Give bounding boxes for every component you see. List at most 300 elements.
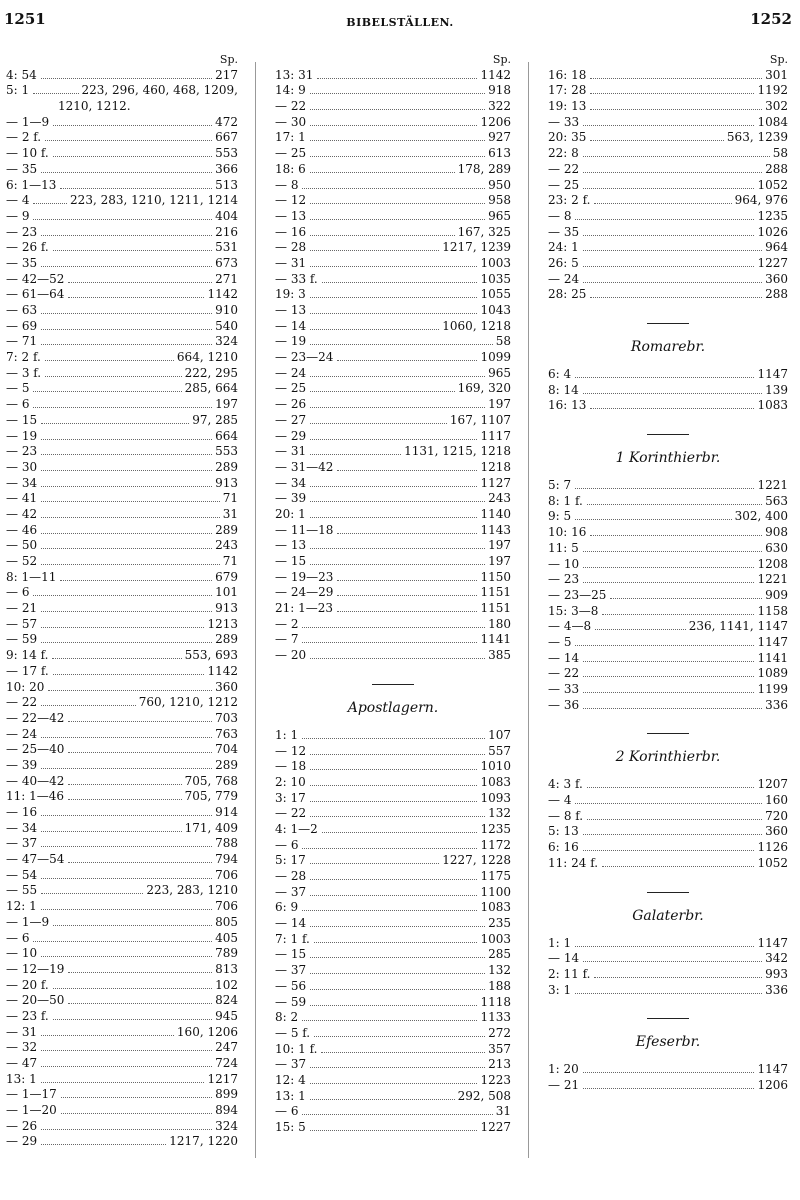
dot-leader <box>310 329 439 330</box>
entry-pages: 965 <box>488 365 511 380</box>
dot-leader <box>590 408 754 409</box>
dot-leader <box>310 926 485 927</box>
entry-reference: — 41 <box>6 491 38 506</box>
dot-leader <box>41 517 220 518</box>
dot-leader <box>310 769 477 770</box>
entry-pages: 679 <box>215 569 238 584</box>
dot-leader <box>583 172 762 173</box>
index-entry <box>6 1103 238 1119</box>
index-entry <box>548 287 788 303</box>
entry-reference: 5: 1 <box>6 83 30 98</box>
entry-pages: 385 <box>488 648 511 663</box>
index-entry <box>6 617 238 633</box>
entry-reference: — 22 <box>275 806 307 821</box>
index-entry <box>548 225 788 241</box>
dot-leader <box>590 140 724 141</box>
entry-pages: 894 <box>215 1103 238 1118</box>
entry-reference: — 37 <box>275 884 307 899</box>
index-entry <box>6 162 238 178</box>
index-entry <box>275 1073 511 1089</box>
dot-leader <box>310 486 477 487</box>
entry-pages: 1089 <box>757 666 788 681</box>
entry-reference: — 4 <box>548 793 572 808</box>
dot-leader <box>41 1050 212 1051</box>
index-entry <box>548 635 788 651</box>
dot-leader <box>583 692 754 693</box>
entry-pages: 1227 <box>480 1120 511 1135</box>
index-entry <box>548 777 788 793</box>
entry-reference: — 6 <box>275 1104 299 1119</box>
entry-pages: 102 <box>215 977 238 992</box>
index-entry <box>6 240 238 256</box>
entry-pages: 169, 320 <box>457 381 511 396</box>
index-entry <box>548 99 788 115</box>
entry-reference: — 12 <box>275 193 307 208</box>
index-entry <box>275 759 511 775</box>
dot-leader <box>53 1019 212 1020</box>
entry-pages: 216 <box>215 224 238 239</box>
entry-reference: — 20 f. <box>6 977 49 992</box>
entry-pages: 1217 <box>207 1071 238 1086</box>
dot-leader <box>337 580 477 581</box>
index-entry <box>275 1104 511 1120</box>
entry-reference: — 63 <box>6 303 38 318</box>
entry-pages: 964, 976 <box>734 193 788 208</box>
entry-pages: 360 <box>765 824 788 839</box>
entry-pages: 160 <box>765 793 788 808</box>
entry-pages: 724 <box>215 1056 238 1071</box>
entry-pages: 1147 <box>757 634 788 649</box>
index-entry <box>6 915 238 931</box>
index-entry <box>275 272 511 288</box>
entry-pages: 107 <box>488 727 511 742</box>
index-entry <box>275 240 511 256</box>
entry-reference: 10: 16 <box>548 525 587 540</box>
index-entry <box>275 853 511 869</box>
entry-pages: 1052 <box>757 855 788 870</box>
entry-pages: 705, 768 <box>184 773 238 788</box>
entry-reference: 17: 28 <box>548 83 587 98</box>
index-entry <box>6 444 238 460</box>
entry-pages: 58 <box>495 334 511 349</box>
index-entry <box>275 1042 511 1058</box>
entry-reference: — 25—40 <box>6 742 65 757</box>
entry-reference: — 71 <box>6 334 38 349</box>
entry-reference: — 32 <box>6 1040 38 1055</box>
dot-leader <box>53 674 205 675</box>
index-entry <box>548 193 788 209</box>
entry-reference: — 23 <box>548 572 580 587</box>
dot-leader <box>33 391 181 392</box>
entry-reference: — 10 <box>6 946 38 961</box>
entry-pages: 366 <box>215 161 238 176</box>
entry-pages: 472 <box>215 114 238 129</box>
index-entry <box>275 193 511 209</box>
index-entry <box>275 585 511 601</box>
index-entry <box>6 978 238 994</box>
dot-leader <box>41 815 212 816</box>
dot-leader <box>587 819 762 820</box>
index-entry <box>275 601 511 617</box>
index-entry <box>6 1134 238 1150</box>
index-entry <box>548 146 788 162</box>
entry-reference: — 1—17 <box>6 1087 57 1102</box>
entry-reference: — 14 <box>275 318 307 333</box>
entry-pages: 964 <box>765 240 788 255</box>
entry-pages: 243 <box>215 538 238 553</box>
section-rule <box>647 323 689 324</box>
entry-pages: 243 <box>488 491 511 506</box>
entry-pages: 357 <box>488 1041 511 1056</box>
index-entry <box>548 272 788 288</box>
entry-pages: 1142 <box>480 67 511 82</box>
index-entry <box>275 1026 511 1042</box>
entry-pages: 1150 <box>480 569 511 584</box>
index-entry <box>275 995 511 1011</box>
index-entry <box>275 146 511 162</box>
entry-reference: — 8 <box>275 177 299 192</box>
column-divider <box>528 62 529 1158</box>
section-heading: Romarebr. <box>630 339 706 356</box>
entry-pages: 1142 <box>207 287 238 302</box>
dot-leader <box>68 721 212 722</box>
index-entry <box>548 367 788 383</box>
entry-reference: — 16 <box>6 805 38 820</box>
index-entry <box>275 68 511 84</box>
dot-leader <box>68 784 181 785</box>
index-entry <box>548 1078 788 1094</box>
dot-leader <box>583 156 770 157</box>
index-entry <box>6 883 238 899</box>
index-entry <box>548 793 788 809</box>
entry-reference: — 20 <box>275 648 307 663</box>
index-entry <box>6 962 238 978</box>
entry-pages: 1235 <box>480 821 511 836</box>
entry-pages: 1147 <box>757 367 788 382</box>
dot-leader <box>302 627 485 628</box>
section-heading: Galaterbr. <box>632 907 704 924</box>
index-entry <box>548 572 788 588</box>
index-entry <box>548 209 788 225</box>
entry-reference: 20: 1 <box>275 506 306 521</box>
entry-pages: 1055 <box>480 287 511 302</box>
entry-pages: 1218 <box>480 459 511 474</box>
dot-leader <box>68 297 204 298</box>
index-entry <box>548 240 788 256</box>
dot-leader <box>583 235 754 236</box>
section-rule <box>647 892 689 893</box>
entry-reference: — 2 <box>275 616 299 631</box>
dot-leader <box>337 533 477 534</box>
entry-reference: — 59 <box>6 632 38 647</box>
index-entry <box>275 744 511 760</box>
entry-pages: 132 <box>488 806 511 821</box>
dot-leader <box>583 567 754 568</box>
entry-reference: 4: 3 f. <box>548 777 583 792</box>
entry-reference: — 22 <box>548 666 580 681</box>
index-entry <box>548 115 788 131</box>
entry-pages: 223, 283, 1210, 1211, 1214 <box>70 193 238 208</box>
dot-leader <box>33 219 212 220</box>
dot-leader <box>41 313 212 314</box>
index-entry <box>6 852 238 868</box>
entry-pages: 247 <box>215 1040 238 1055</box>
entry-reference: 2: 11 f. <box>548 966 591 981</box>
index-entry <box>548 951 788 967</box>
entry-pages: 236, 1141, 1147 <box>688 619 788 634</box>
entry-reference: — 15 <box>275 947 307 962</box>
section-heading: 1 Korinthierbr. <box>615 450 721 467</box>
entry-pages: 1207 <box>757 777 788 792</box>
entry-reference: 8: 2 <box>275 1010 299 1025</box>
entry-reference: — 33 <box>548 682 580 697</box>
entry-pages: 531 <box>215 240 238 255</box>
entry-pages: 1026 <box>757 224 788 239</box>
index-entry <box>275 287 511 303</box>
index-entry <box>6 805 238 821</box>
entry-reference: — 34 <box>6 820 38 835</box>
index-entry <box>275 617 511 633</box>
dot-leader <box>583 188 754 189</box>
entry-pages: 101 <box>215 585 238 600</box>
entry-pages: 1206 <box>757 1077 788 1092</box>
entry-reference: 22: 8 <box>548 146 579 161</box>
index-entry <box>275 491 511 507</box>
entry-reference: — 12 <box>275 743 307 758</box>
dot-leader <box>68 862 212 863</box>
entry-reference: — 23 <box>6 224 38 239</box>
dot-leader <box>33 203 67 204</box>
entry-reference: — 37 <box>275 1057 307 1072</box>
index-entry <box>548 178 788 194</box>
dot-leader <box>33 407 212 408</box>
entry-pages: 1117 <box>480 428 511 443</box>
dot-leader <box>45 140 212 141</box>
dot-leader <box>41 768 212 769</box>
dot-leader <box>41 893 143 894</box>
dot-leader <box>302 642 477 643</box>
dot-leader <box>310 816 485 817</box>
dot-leader <box>310 266 477 267</box>
dot-leader <box>310 140 485 141</box>
entry-reference: — 46 <box>6 522 38 537</box>
left-page-number: 1251 <box>4 10 46 28</box>
entry-pages: 899 <box>215 1087 238 1102</box>
entry-pages: 289 <box>215 459 238 474</box>
entry-reference: — 8 <box>548 208 572 223</box>
entry-pages: 301 <box>765 67 788 82</box>
dot-leader <box>310 1083 478 1084</box>
dot-leader <box>575 645 754 646</box>
entry-pages: 1192 <box>757 83 788 98</box>
entry-pages: 1217, 1239 <box>442 240 511 255</box>
column-divider <box>255 62 256 1158</box>
entry-reference: — 55 <box>6 883 38 898</box>
entry-pages: 540 <box>215 318 238 333</box>
index-entry <box>275 1010 511 1026</box>
section-rule <box>647 434 689 435</box>
entry-pages: 993 <box>765 966 788 981</box>
index-entry <box>6 774 238 790</box>
entry-pages: 302, 400 <box>734 509 788 524</box>
entry-reference: — 50 <box>6 538 38 553</box>
index-entry <box>6 130 238 146</box>
index-entry <box>6 993 238 1009</box>
dot-leader <box>590 297 762 298</box>
dot-leader <box>310 376 485 377</box>
entry-reference: — 6 <box>6 397 30 412</box>
dot-leader <box>41 611 212 612</box>
dot-leader <box>41 423 189 424</box>
entry-reference: — 29 <box>275 428 307 443</box>
entry-reference: — 8 f. <box>548 808 584 823</box>
index-entry <box>275 429 511 445</box>
entry-pages: 322 <box>488 99 511 114</box>
dot-leader <box>575 519 731 520</box>
entry-reference: 9: 14 f. <box>6 648 49 663</box>
index-entry <box>6 1087 238 1103</box>
index-entry <box>6 680 238 696</box>
index-entry <box>6 193 238 209</box>
entry-reference: 3: 17 <box>275 790 306 805</box>
dot-leader <box>41 548 212 549</box>
entry-pages: 288 <box>765 287 788 302</box>
index-entry <box>6 115 238 131</box>
index-entry <box>6 711 238 727</box>
dot-leader <box>41 454 212 455</box>
entry-pages: 927 <box>488 130 511 145</box>
index-entry <box>6 821 238 837</box>
entry-pages: 71 <box>222 554 238 569</box>
dot-leader <box>310 973 485 974</box>
index-entry <box>6 523 238 539</box>
dot-leader <box>583 961 762 962</box>
dot-leader <box>310 879 477 880</box>
entry-pages: 1127 <box>480 475 511 490</box>
entry-reference: — 13 <box>275 538 307 553</box>
dot-leader <box>41 627 204 628</box>
entry-pages: 664 <box>215 428 238 443</box>
entry-reference: 8: 1—11 <box>6 569 57 584</box>
entry-pages: 213 <box>488 1057 511 1072</box>
dot-leader <box>583 661 754 662</box>
entry-reference: — 42 <box>6 506 38 521</box>
dot-leader <box>48 690 212 691</box>
entry-reference: 5: 13 <box>548 824 579 839</box>
entry-reference: 6: 9 <box>275 900 299 915</box>
entry-pages: 58 <box>772 146 788 161</box>
index-entry <box>6 397 238 413</box>
entry-reference: 1: 1 <box>548 935 572 950</box>
dot-leader <box>310 109 485 110</box>
entry-reference: — 61—64 <box>6 287 65 302</box>
entry-reference: 8: 14 <box>548 382 579 397</box>
section-heading: Efeserbr. <box>635 1034 701 1051</box>
entry-reference: 7: 2 f. <box>6 350 41 365</box>
entry-pages: 794 <box>215 852 238 867</box>
entry-reference: — 31 <box>6 1024 38 1039</box>
entry-pages: 703 <box>215 710 238 725</box>
entry-reference: — 4 <box>6 193 30 208</box>
dot-leader <box>310 407 485 408</box>
entry-pages: 1003 <box>480 255 511 270</box>
index-entry <box>548 604 788 620</box>
index-entry <box>6 1025 238 1041</box>
entry-reference: 1: 20 <box>548 1062 579 1077</box>
entry-pages: 1010 <box>480 759 511 774</box>
entry-reference: — 25 <box>275 381 307 396</box>
entry-reference: — 25 <box>548 177 580 192</box>
entry-pages: 324 <box>215 334 238 349</box>
dot-leader <box>583 393 762 394</box>
index-entry <box>6 836 238 852</box>
index-entry <box>6 272 238 288</box>
index-entry <box>548 525 788 541</box>
entry-pages: 336 <box>765 697 788 712</box>
entry-reference: — 47 <box>6 1056 38 1071</box>
entry-reference: — 5 <box>548 634 572 649</box>
dot-leader <box>590 93 754 94</box>
dot-leader <box>310 658 485 659</box>
entry-reference: — 14 <box>548 951 580 966</box>
entry-reference: — 1—9 <box>6 114 50 129</box>
entry-reference: — 19 <box>275 334 307 349</box>
index-entry <box>548 983 788 999</box>
entry-reference: — 57 <box>6 616 38 631</box>
dot-leader <box>53 988 212 989</box>
entry-reference: — 1—20 <box>6 1103 57 1118</box>
entry-pages: 557 <box>488 743 511 758</box>
dot-leader <box>53 125 212 126</box>
dot-leader <box>595 629 686 630</box>
index-column-1 <box>6 52 238 1150</box>
index-entry <box>6 1119 238 1135</box>
entry-pages: 167, 1107 <box>449 412 511 427</box>
index-entry <box>548 68 788 84</box>
entry-pages: 673 <box>215 255 238 270</box>
index-entry <box>548 383 788 399</box>
dot-leader <box>310 1130 478 1131</box>
entry-pages: 563 <box>765 493 788 508</box>
index-entry <box>275 791 511 807</box>
entry-reference: — 22 <box>6 695 38 710</box>
entry-reference: 3: 1 <box>548 982 572 997</box>
entry-reference: 12: 4 <box>275 1072 306 1087</box>
index-entry <box>275 523 511 539</box>
entry-reference: 23: 2 f. <box>548 193 591 208</box>
dot-leader <box>337 595 477 596</box>
entry-pages: 1035 <box>480 271 511 286</box>
dot-leader <box>583 250 762 251</box>
dot-leader <box>68 799 182 800</box>
index-entry <box>6 1056 238 1072</box>
dot-leader <box>310 517 478 518</box>
entry-reference: — 36 <box>548 697 580 712</box>
dot-leader <box>575 946 754 947</box>
entry-reference: — 26 <box>6 1118 38 1133</box>
index-entry <box>6 648 238 664</box>
entry-reference: 21: 1—23 <box>275 601 334 616</box>
entry-reference: — 19 <box>6 428 38 443</box>
entry-reference: — 15 <box>275 554 307 569</box>
dot-leader <box>310 863 440 864</box>
dot-leader <box>33 93 78 94</box>
entry-pages: 908 <box>765 525 788 540</box>
entry-pages: 909 <box>765 587 788 602</box>
entry-reference: — 24 <box>548 271 580 286</box>
dot-leader <box>310 989 485 990</box>
index-entry <box>275 932 511 948</box>
